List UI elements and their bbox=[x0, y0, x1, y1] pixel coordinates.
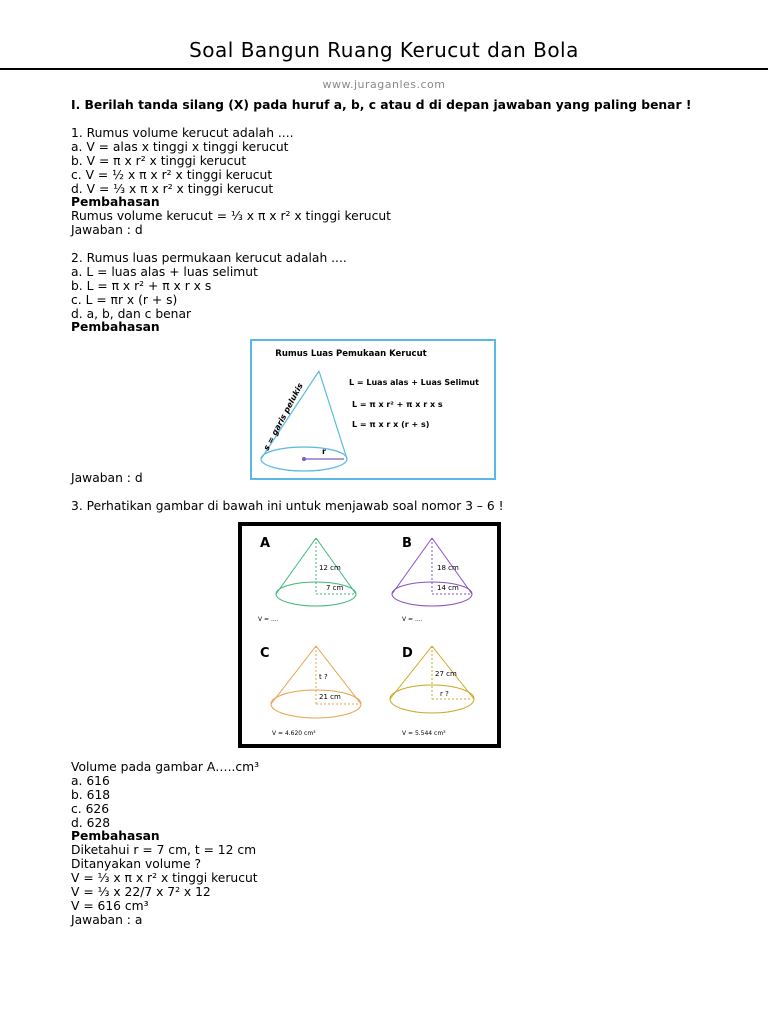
site-watermark: www.juraganles.com bbox=[322, 78, 446, 91]
cone-c bbox=[260, 646, 361, 737]
q1-pembahasan-label: Pembahasan bbox=[71, 195, 160, 209]
q3-option-d: d. 628 bbox=[71, 816, 111, 830]
q2-answer: Jawaban : d bbox=[71, 471, 143, 485]
q3-step-3: V = 616 cm³ bbox=[71, 899, 149, 913]
center-dot bbox=[302, 457, 306, 461]
q3-step-1: V = ⅓ x π x r² x tinggi kerucut bbox=[71, 871, 258, 885]
q2-option-a: a. L = luas alas + luas selimut bbox=[71, 265, 258, 279]
q3-option-a: a. 616 bbox=[71, 774, 110, 788]
cone-slant-right bbox=[319, 371, 347, 459]
formula-1: L = Luas alas + Luas Selimut bbox=[349, 378, 479, 387]
q3-step-2: V = ⅓ x 22/7 x 7² x 12 bbox=[71, 885, 211, 899]
q3-asked: Ditanyakan volume ? bbox=[71, 857, 201, 871]
cone-a bbox=[258, 536, 356, 623]
instruction: I. Berilah tanda silang (X) pada huruf a, b, c atau d di depan jawaban yang paling benar ! bbox=[71, 98, 692, 112]
cone-b-height: 18 cm bbox=[437, 564, 459, 572]
q3-intro: 3. Perhatikan gambar di bawah ini untuk menjawab soal nomor 3 – 6 ! bbox=[71, 499, 504, 513]
cone-b-volume: V = .... bbox=[402, 616, 423, 623]
q3-option-c: c. 626 bbox=[71, 802, 110, 816]
radius-label: r bbox=[322, 447, 326, 456]
cone-b bbox=[392, 536, 472, 623]
cone-d-letter: D bbox=[402, 646, 413, 661]
q1-option-b: b. V = π x r² x tinggi kerucut bbox=[71, 154, 247, 168]
cone-b-radius: 14 cm bbox=[437, 584, 459, 592]
slant-label: s = garis pelukis bbox=[261, 381, 305, 452]
page-title: Soal Bangun Ruang Kerucut dan Bola bbox=[189, 38, 579, 62]
cone-c-height: t ? bbox=[319, 673, 328, 681]
q3-pembahasan-label: Pembahasan bbox=[71, 829, 160, 843]
q1-option-d: d. V = ⅓ x π x r² x tinggi kerucut bbox=[71, 182, 274, 196]
surface-area-figure bbox=[250, 339, 496, 480]
formula-3: L = π x r x (r + s) bbox=[352, 420, 430, 429]
q2-option-c: c. L = πr x (r + s) bbox=[71, 293, 178, 307]
cone-a-height: 12 cm bbox=[319, 564, 341, 572]
q2-question: 2. Rumus luas permukaan kerucut adalah .... bbox=[71, 251, 347, 265]
formula-2: L = π x r² + π x r x s bbox=[352, 400, 443, 409]
surface-area-diagram bbox=[252, 341, 494, 478]
cone-d-radius: r ? bbox=[440, 690, 449, 698]
cone-d-height: 27 cm bbox=[435, 670, 457, 678]
header-rule bbox=[0, 68, 768, 70]
q2-option-b: b. L = π x r² + π x r x s bbox=[71, 279, 212, 293]
cones-figure bbox=[238, 522, 501, 748]
cone-a-volume: V = .... bbox=[258, 616, 279, 623]
cone-c-volume: V = 4.620 cm³ bbox=[272, 730, 316, 737]
q3-option-b: b. 618 bbox=[71, 788, 111, 802]
q3-known: Diketahui r = 7 cm, t = 12 cm bbox=[71, 843, 257, 857]
q3-answer: Jawaban : a bbox=[71, 913, 143, 927]
q1-question: 1. Rumus volume kerucut adalah .... bbox=[71, 126, 294, 140]
q1-answer: Jawaban : d bbox=[71, 223, 143, 237]
cone-d-volume: V = 5.544 cm³ bbox=[402, 730, 446, 737]
cone-c-letter: C bbox=[260, 646, 270, 661]
q1-explanation: Rumus volume kerucut = ⅓ x π x r² x tinggi kerucut bbox=[71, 209, 391, 223]
q2-pembahasan-label: Pembahasan bbox=[71, 320, 160, 334]
q1-option-c: c. V = ½ x π x r² x tinggi kerucut bbox=[71, 168, 273, 182]
cone-a-letter: A bbox=[260, 536, 271, 551]
cone-a-radius: 7 cm bbox=[326, 584, 344, 592]
q2-option-d: d. a, b, dan c benar bbox=[71, 307, 192, 321]
cone-d bbox=[390, 646, 474, 737]
cone-b-letter: B bbox=[402, 536, 412, 551]
cone-c-radius: 21 cm bbox=[319, 693, 341, 701]
q3-question: Volume pada gambar A…..cm³ bbox=[71, 760, 260, 774]
figure-title: Rumus Luas Pemukaan Kerucut bbox=[275, 349, 427, 359]
q1-option-a: a. V = alas x tinggi x tinggi kerucut bbox=[71, 140, 289, 154]
cones-diagram bbox=[242, 526, 497, 744]
